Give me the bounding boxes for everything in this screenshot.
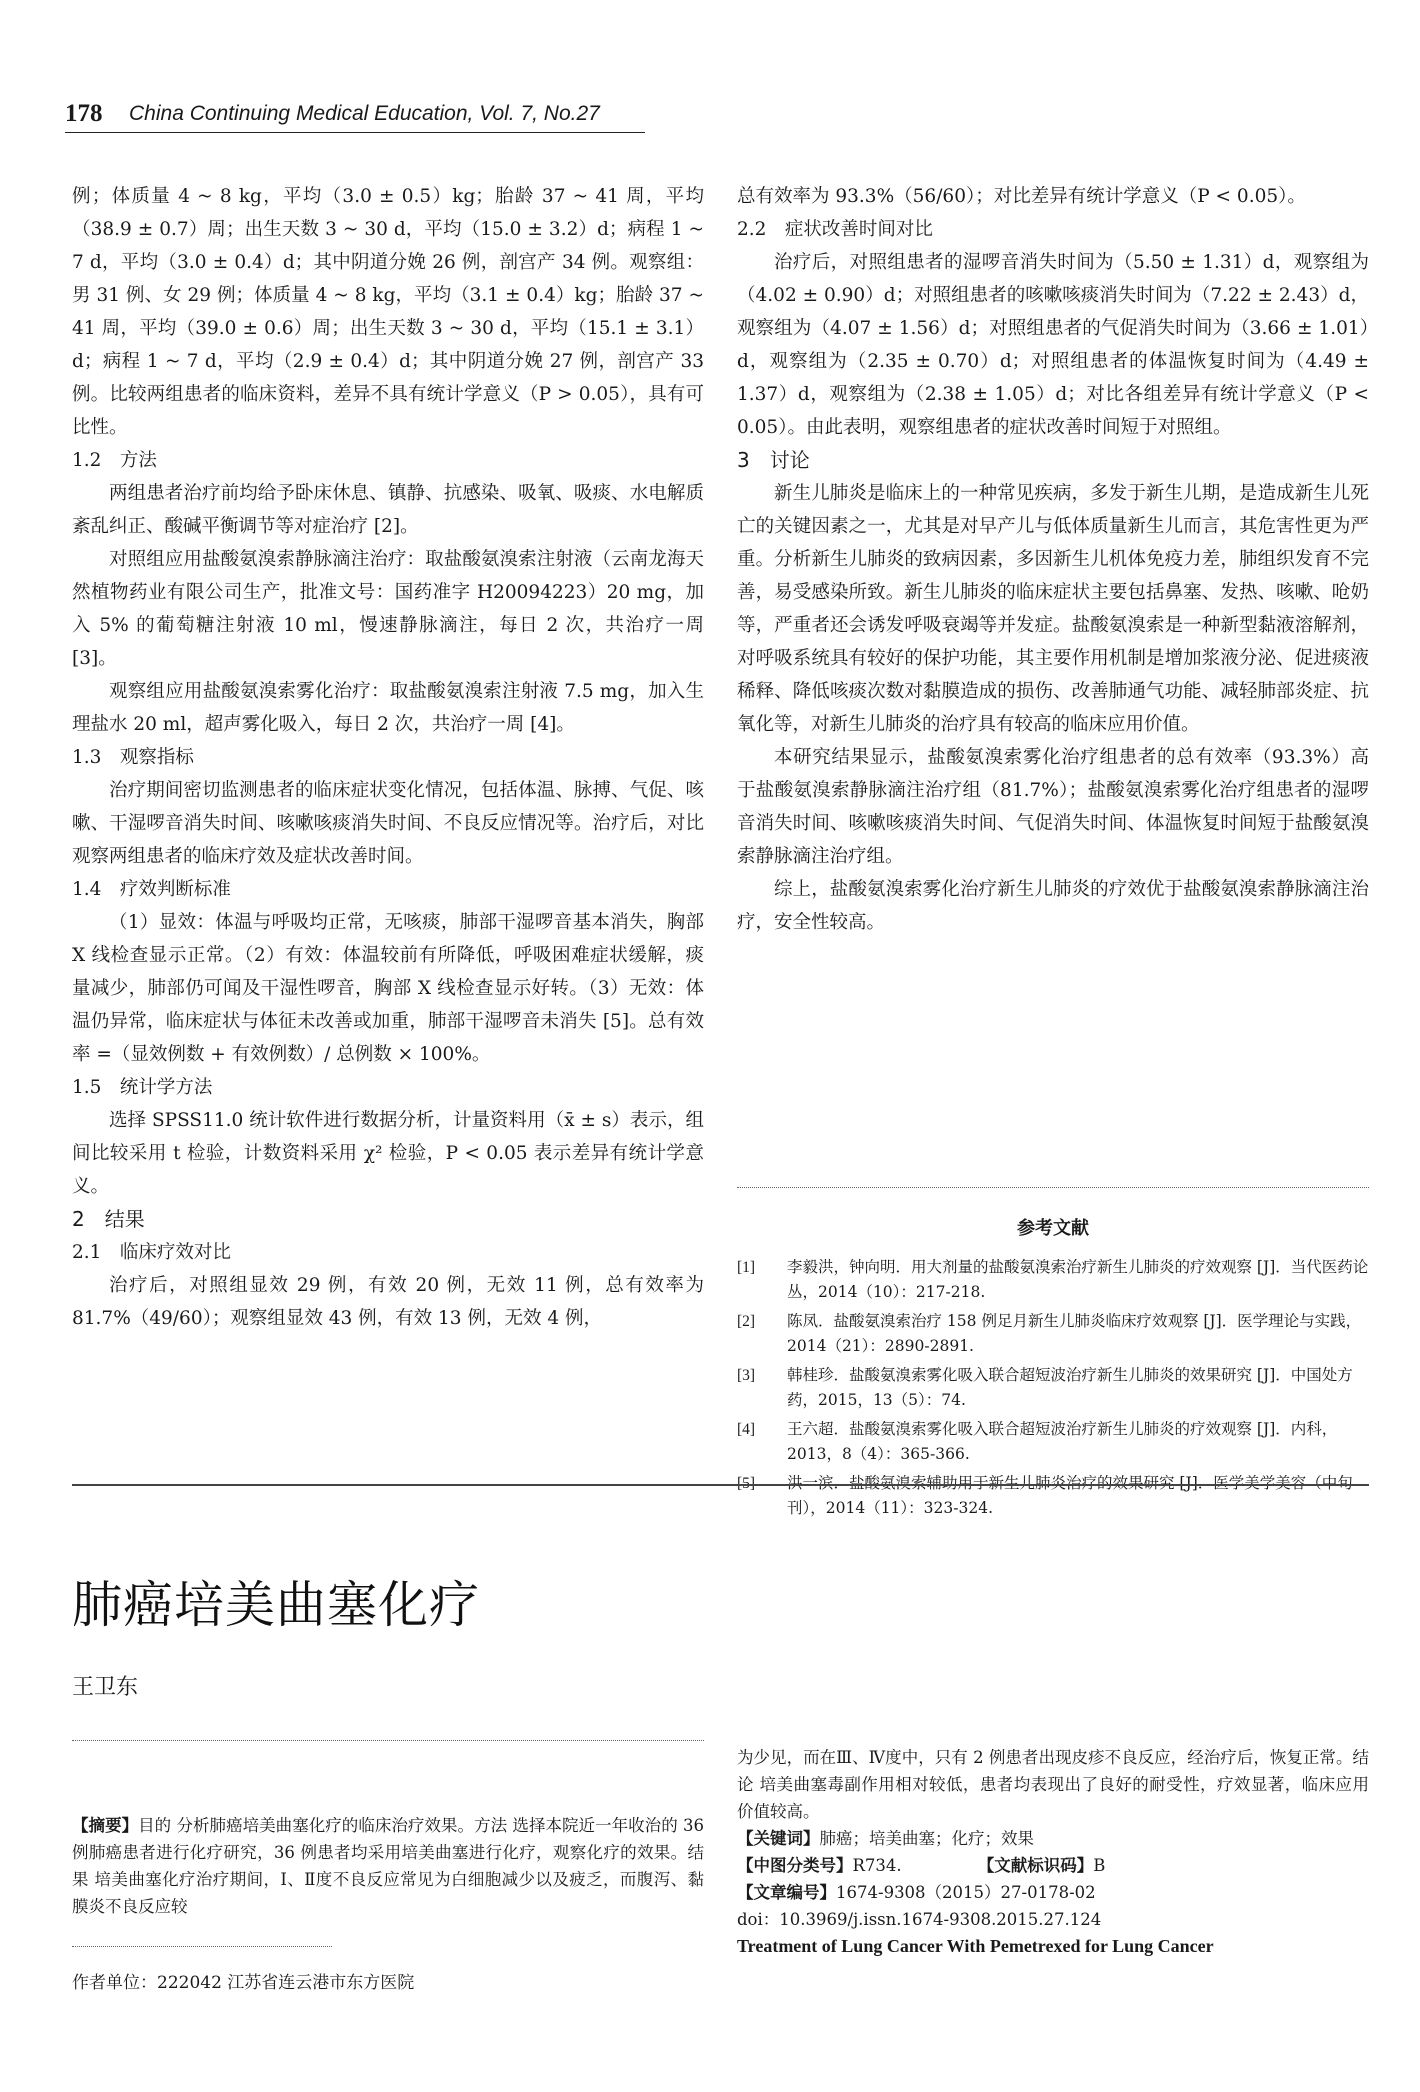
paragraph: 两组患者治疗前均给予卧床休息、镇静、抗感染、吸氧、吸痰、水电解质紊乱纠正、酸碱平衡调节等对症治疗 [2]。 <box>72 483 704 537</box>
abstract-text: 为少见，而在Ⅲ、Ⅳ度中，只有 2 例患者出现皮疹不良反应，经治疗后，恢复正常。结论 培美曲塞毒副作用相对较低，患者均表现出了良好的耐受性，疗效显著，临床应用价值较高。 <box>737 1748 1369 1821</box>
reference-number: [4] <box>737 1421 756 1438</box>
paragraph: 治疗后，对照组显效 29 例，有效 20 例，无效 11 例，总有效率为 81.7%（49/60）；观察组显效 43 例，有效 13 例，无效 4 例， <box>72 1275 704 1329</box>
reference-text: 陈凤．盐酸氨溴索治疗 158 例足月新生儿肺炎临床疗效观察 [J]．医学理论与实践，2014（21）：2890-2891. <box>787 1312 1362 1355</box>
clc-label: 【中图分类号】 <box>737 1856 853 1875</box>
paragraph: 选择 SPSS11.0 统计软件进行数据分析，计量资料用（x̄ ± s）表示，组间比较采用 t 检验，计数资料采用 χ² 检验，P < 0.05 表示差异有统计学意义。 <box>72 1110 704 1197</box>
reference-item <box>737 1417 1369 1467</box>
section-heading: 1.3 观察指标 <box>72 747 194 768</box>
reference-text: 洪一滨．盐酸氨溴索辅助用于新生儿肺炎治疗的效果研究 [J]．医学美学美容（中旬刊），2014（11）：323-324. <box>787 1474 1353 1517</box>
reference-number: [2] <box>737 1313 756 1330</box>
page-number: 178 <box>65 100 103 127</box>
english-title: Treatment of Lung Cancer With Pemetrexed for Lung Cancer <box>737 1936 1214 1956</box>
divider <box>737 1187 1369 1188</box>
author-name: 王卫东 <box>72 1675 139 1700</box>
paragraph: （1）显效：体温与呼吸均正常，无咳痰，肺部干湿啰音基本消失，胸部 X 线检查显示正常。（2）有效：体温较前有所降低，呼吸困难症状缓解，痰量减少，肺部仍可闻及干湿性啰音，胸部 X 线检查显示好转。（3）无效：体温仍异常，临床症状与体征未改善或加重，肺部干湿啰音未消失 [5]。总有效率 =（显效例数 + 有效例数）/ 总例数 × 100%。 <box>72 912 704 1065</box>
section-heading: 2 结果 <box>72 1207 145 1231</box>
references-title: 参考文献 <box>1017 1218 1089 1239</box>
right-column <box>737 180 1369 939</box>
section-heading: 1.4 疗效判断标准 <box>72 879 231 900</box>
paragraph: 例；体质量 4 ~ 8 kg，平均（3.0 ± 0.5）kg；胎龄 37 ~ 41 周，平均（38.9 ± 0.7）周；出生天数 3 ~ 30 d，平均（15.0 ± 3.2）d；病程 1 ~ 7 d，平均（3.0 ± 0.4）d；其中阴道分娩 26 例，剖宫产 34 例。观察组：男 31 例、女 29 例；体质量 4 ~ 8 kg，平均（3.1 ± 0.4）kg；胎龄 37 ~ 41 周，平均（39.0 ± 0.6）周；出生天数 3 ~ 30 d，平均（15.1 ± 3.1）d；病程 1 ~ 7 d，平均（2.9 ± 0.4）d；其中阴道分娩 27 例，剖宫产 33 例。比较两组患者的临床资料，差异不具有统计学意义（P > 0.05），具有可比性。 <box>72 186 704 438</box>
reference-item <box>737 1309 1369 1359</box>
reference-item <box>737 1255 1369 1305</box>
divider <box>72 1946 332 1947</box>
abstract-part-1 <box>72 1812 704 1920</box>
doc-code-label: 【文献标识码】 <box>977 1856 1094 1875</box>
journal-name: China Continuing Medical Education, Vol. 7, No.27 <box>129 102 600 125</box>
abstract-text: 目的 分析肺癌培美曲塞化疗的临床治疗效果。方法 选择本院近一年收治的 36 例肺癌患者进行化疗研究，36 例患者均采用培美曲塞进行化疗，观察化疗的效果。结果 培美曲塞化疗治疗期间，Ⅰ、Ⅱ度不良反应常见为白细胞减少以及疲乏，而腹泻、黏膜炎不良反应较 <box>72 1816 705 1916</box>
paragraph: 观察组应用盐酸氨溴索雾化治疗：取盐酸氨溴索注射液 7.5 mg，加入生理盐水 20 ml，超声雾化吸入，每日 2 次，共治疗一周 [4]。 <box>72 681 704 735</box>
running-header <box>65 98 645 133</box>
article-number-label: 【文章编号】 <box>737 1883 836 1902</box>
doc-code-value: B <box>1093 1856 1106 1875</box>
classification-line <box>737 1852 1369 1879</box>
left-column <box>72 180 704 1335</box>
reference-number: [5] <box>737 1475 756 1492</box>
affiliation: 作者单位：222042 江苏省连云港市东方医院 <box>72 1973 415 1993</box>
section-heading: 1.5 统计学方法 <box>72 1077 213 1098</box>
paragraph: 新生儿肺炎是临床上的一种常见疾病，多发于新生儿期，是造成新生儿死亡的关键因素之一，尤其是对早产儿与低体质量新生儿而言，其危害性更为严重。分析新生儿肺炎的致病因素，多因新生儿机体免疫力差，肺组织发育不完善，易受感染所致。新生儿肺炎的临床症状主要包括鼻塞、发热、咳嗽、呛奶等，严重者还会诱发呼吸衰竭等并发症。盐酸氨溴索是一种新型黏液溶解剂，对呼吸系统具有较好的保护功能，其主要作用机制是增加浆液分泌、促进痰液稀释、降低咳痰次数对黏膜造成的损伤、改善肺通气功能、减轻肺部炎症、抗氧化等，对新生儿肺炎的治疗具有较高的临床应用价值。 <box>737 483 1369 735</box>
paragraph: 治疗后，对照组患者的湿啰音消失时间为（5.50 ± 1.31）d，观察组为（4.02 ± 0.90）d；对照组患者的咳嗽咳痰消失时间为（7.22 ± 2.43）d，观察组为（4.07 ± 1.56）d；对照组患者的气促消失时间为（3.66 ± 1.01）d，观察组为（2.35 ± 0.70）d；对照组患者的体温恢复时间为（4.49 ± 1.37）d，观察组为（2.38 ± 1.05）d；对比各组差异有统计学意义（P < 0.05）。由此表明，观察组患者的症状改善时间短于对照组。 <box>737 252 1369 438</box>
paragraph: 总有效率为 93.3%（56/60）；对比差异有统计学意义（P < 0.05）。 <box>737 186 1306 207</box>
reference-item <box>737 1363 1369 1413</box>
section-heading: 3 讨论 <box>737 448 810 472</box>
divider <box>72 1740 704 1741</box>
abstract-part-2 <box>737 1744 1369 1960</box>
reference-text: 王六超．盐酸氨溴索雾化吸入联合超短波治疗新生儿肺炎的疗效观察 [J]．内科，2013，8（4）：365-366. <box>787 1420 1338 1463</box>
keywords: 肺癌；培美曲塞；化疗；效果 <box>819 1829 1034 1848</box>
paragraph: 综上，盐酸氨溴索雾化治疗新生儿肺炎的疗效优于盐酸氨溴索静脉滴注治疗，安全性较高。 <box>737 879 1369 933</box>
reference-number: [1] <box>737 1259 756 1276</box>
doi: doi：10.3969/j.issn.1674-9308.2015.27.124 <box>737 1910 1102 1929</box>
abstract-label: 【摘要】 <box>72 1816 139 1835</box>
article-title: 肺癌培美曲塞化疗 <box>72 1576 480 1634</box>
reference-text: 李毅洪，钟向明．用大剂量的盐酸氨溴索治疗新生儿肺炎的疗效观察 [J]．当代医药论丛，2014（10）：217-218. <box>787 1258 1369 1301</box>
paragraph: 治疗期间密切监测患者的临床症状变化情况，包括体温、脉搏、气促、咳嗽、干湿啰音消失时间、咳嗽咳痰消失时间、不良反应情况等。治疗后，对比观察两组患者的临床疗效及症状改善时间。 <box>72 780 704 867</box>
paragraph: 对照组应用盐酸氨溴索静脉滴注治疗：取盐酸氨溴索注射液（云南龙海天然植物药业有限公司生产，批准文号：国药准字 H20094223）20 mg，加入 5% 的葡萄糖注射液 10 ml，慢速静脉滴注，每日 2 次，共治疗一周 [3]。 <box>72 549 705 669</box>
section-heading: 1.2 方法 <box>72 450 157 471</box>
references <box>737 1187 1369 1525</box>
article-number: 1674-9308（2015）27-0178-02 <box>836 1883 1096 1902</box>
keywords-line <box>737 1825 1369 1852</box>
keywords-label: 【关键词】 <box>737 1829 820 1848</box>
section-heading: 2.1 临床疗效对比 <box>72 1242 231 1263</box>
reference-item <box>737 1471 1369 1521</box>
article-divider <box>72 1484 1369 1486</box>
reference-text: 韩桂珍．盐酸氨溴索雾化吸入联合超短波治疗新生儿肺炎的效果研究 [J]．中国处方药，2015，13（5）：74. <box>787 1366 1353 1409</box>
clc-value: R734. <box>852 1856 902 1875</box>
section-heading: 2.2 症状改善时间对比 <box>737 219 933 240</box>
article-number-line <box>737 1879 1369 1906</box>
reference-number: [3] <box>737 1367 756 1384</box>
paragraph: 本研究结果显示，盐酸氨溴索雾化治疗组患者的总有效率（93.3%）高于盐酸氨溴索静脉滴注治疗组（81.7%）；盐酸氨溴索雾化治疗组患者的湿啰音消失时间、咳嗽咳痰消失时间、气促消失时间、体温恢复时间短于盐酸氨溴索静脉滴注治疗组。 <box>737 747 1369 867</box>
